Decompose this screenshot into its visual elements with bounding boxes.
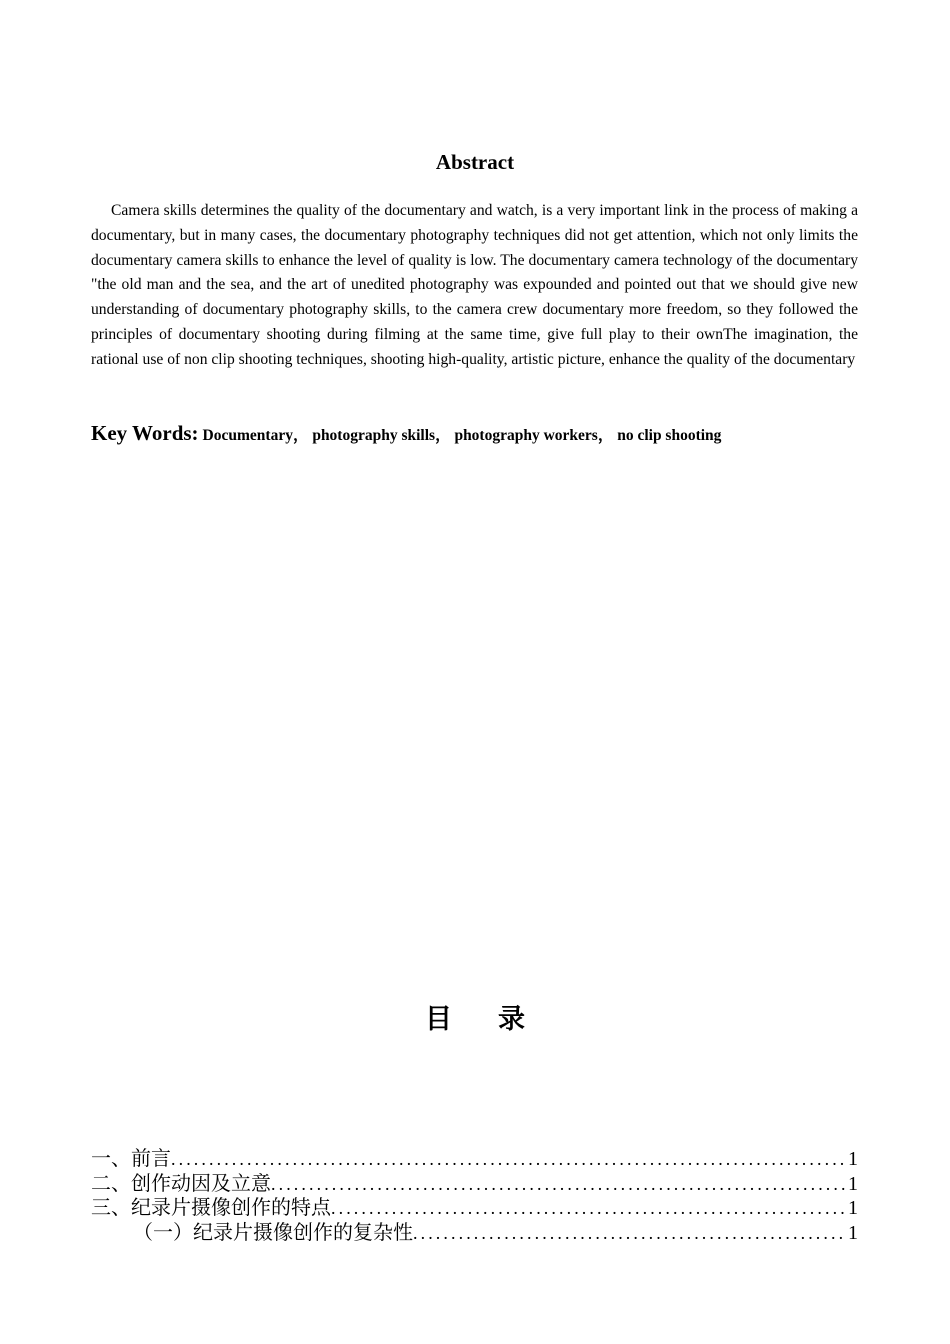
toc-dot-leader	[413, 1221, 846, 1245]
table-of-contents	[91, 1146, 858, 1244]
keywords-label: Key Words:	[91, 421, 199, 445]
keywords-list: Documentary， photography skills， photography workers， no clip shooting	[202, 427, 722, 444]
toc-dot-leader	[331, 1196, 846, 1220]
toc-entry[interactable]	[91, 1220, 858, 1245]
toc-page-number: 1	[848, 1197, 858, 1219]
toc-entry-text: 二、创作动因及立意	[91, 1170, 271, 1195]
abstract-body: Camera skills determines the quality of the documentary and watch, is a very important link in the process of making a documentary, but in many cases, the documentary photography techniques did not get attention, which not only limits the documentary camera skills to enhance the level of quality is low. The documentary camera technology of the documentary "the old man and the sea, and the art of unedited photography was expounded and pointed out that we should give new understanding of documentary photography skills, to the camera crew documentary more freedom, so they followed the principles of documentary shooting during filming at the same time, give full play to their ownThe imagination, the rational use of non clip shooting techniques, shooting high-quality, artistic picture, enhance the quality of the documentary	[91, 202, 858, 368]
keywords-line	[91, 421, 881, 446]
toc-entry-text: （一）纪录片摄像创作的复杂性	[133, 1219, 413, 1244]
toc-title	[0, 1001, 950, 1039]
toc-entry-text: 三、纪录片摄像创作的特点	[91, 1195, 331, 1219]
toc-title-char: 目	[425, 1004, 452, 1035]
toc-dot-leader	[271, 1172, 846, 1196]
toc-entry[interactable]	[91, 1171, 858, 1196]
toc-entry[interactable]	[91, 1146, 858, 1171]
toc-page-number: 1	[848, 1172, 858, 1195]
toc-page-number: 1	[848, 1221, 858, 1244]
toc-entry-text: 一、前言	[91, 1146, 171, 1170]
toc-page-number: 1	[848, 1148, 858, 1170]
toc-entry[interactable]	[91, 1195, 858, 1220]
abstract-title: Abstract	[435, 150, 515, 174]
toc-title-char: 录	[498, 1004, 525, 1035]
toc-dot-leader	[171, 1147, 846, 1171]
